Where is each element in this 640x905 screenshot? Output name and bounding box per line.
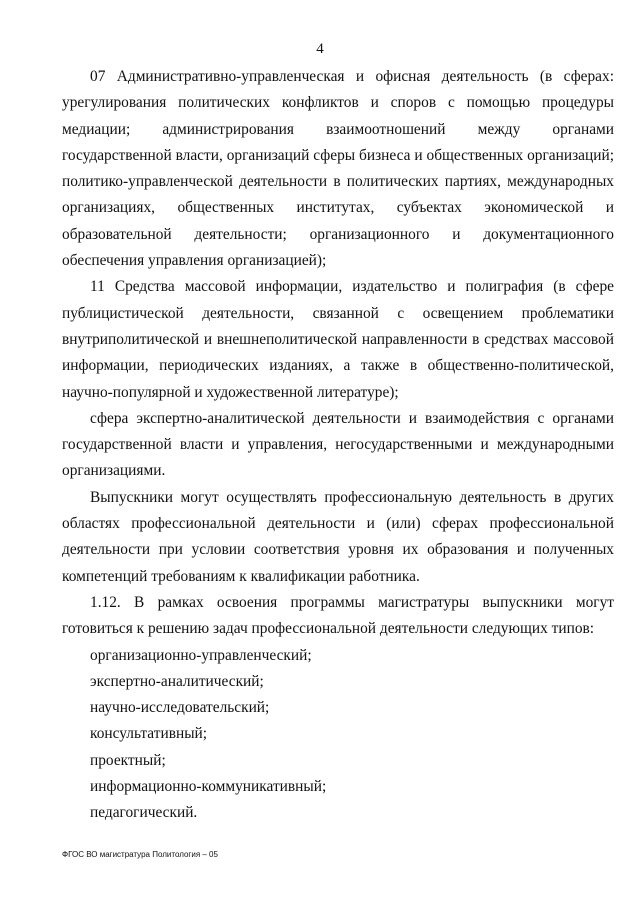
document-body bbox=[62, 64, 614, 827]
paragraph-section-1-12: 1.12. В рамках освоения программы магистратуры выпускники могут готовиться к решению задач профессиональной деятельности следующих типов: bbox=[62, 593, 614, 638]
list-item: педагогический. bbox=[90, 804, 198, 822]
list-item: консультативный; bbox=[90, 725, 208, 743]
list-item: экспертно-аналитический; bbox=[90, 672, 264, 690]
list-item: проектный; bbox=[90, 751, 166, 769]
activity-types-list bbox=[62, 643, 614, 827]
paragraph-activity-07: 07 Административно-управленческая и офисная деятельность (в сферах: урегулирования политических конфликтов и споров с помощью процедуры медиации; администрирования взаимоотношений между органами государственной власти, организаций сферы бизнеса и общественных организаций; политико-управленческой деятельности в политических партиях, международных организациях, общественных институтах, субъектах экономической и образовательной деятельности; организационного и документационного обеспечения управления организацией); bbox=[62, 68, 614, 270]
paragraph-activity-11: 11 Средства массовой информации, издательство и полиграфия (в сфере публицистической деятельности, связанной с освещением проблематики внутриполитической и внешнеполитической направленности в средствах массовой информации, периодических изданиях, а также в общественно-политической, научно-популярной и художественной литературе); bbox=[62, 278, 614, 401]
list-item: организационно-управленческий; bbox=[90, 646, 312, 664]
paragraph-other-areas: Выпускники могут осуществлять профессиональную деятельность в других областях профессиональной деятельности и (или) сферах профессиональной деятельности при условии соответствия уровня их образования и полученных компетенций требованиям к квалификации работника. bbox=[62, 488, 614, 585]
page-footer: ФГОС ВО магистратура Политология – 05 bbox=[62, 850, 218, 859]
page-number: 4 bbox=[316, 41, 324, 57]
paragraph-expert-sphere: сфера экспертно-аналитической деятельности и взаимодействия с органами государственной власти и управления, негосударственными и международными организациями. bbox=[62, 409, 614, 480]
list-item: информационно-коммуникативный; bbox=[90, 778, 327, 796]
list-item: научно-исследовательский; bbox=[90, 699, 270, 717]
